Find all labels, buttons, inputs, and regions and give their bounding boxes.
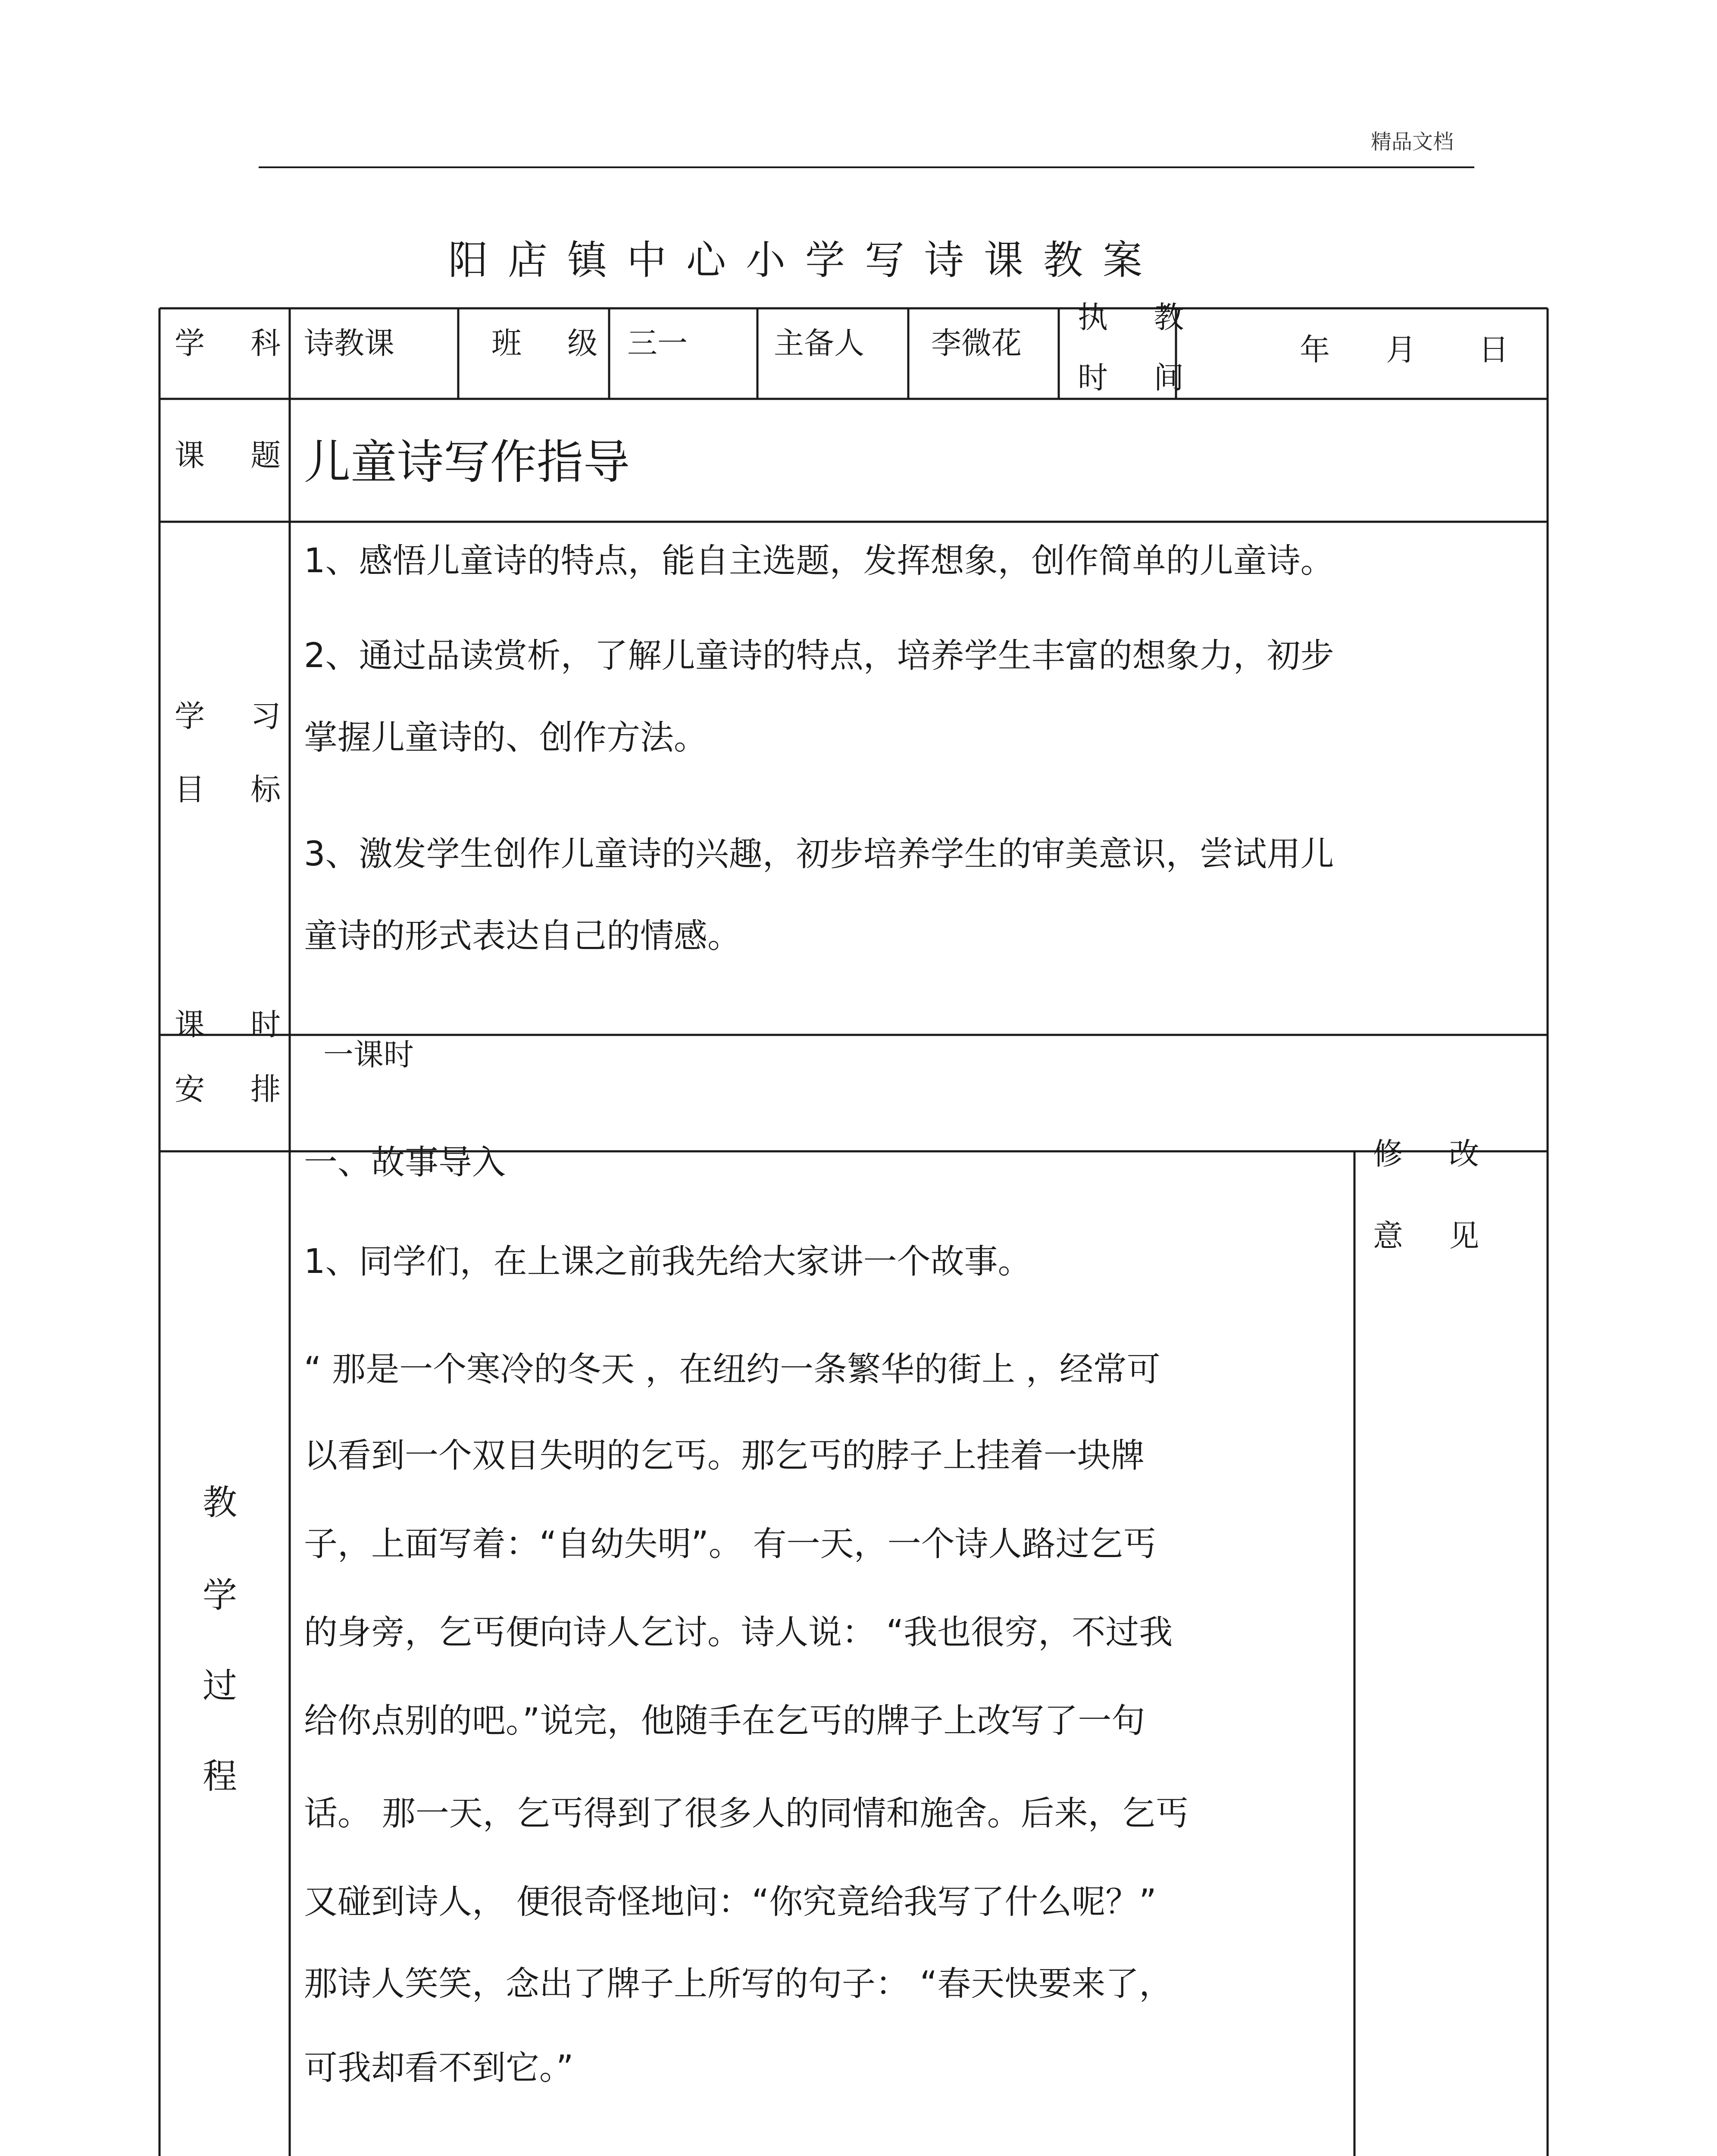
process-line: 1、同学们，在上课之前我先给大家讲一个故事。 (304, 1242, 1032, 1281)
class-label: 班 级 (491, 326, 616, 361)
revision-label-1: 修 改 (1373, 1136, 1498, 1172)
objectives-label-1: 学 习 (175, 699, 299, 734)
schedule-label-1: 课 时 (175, 1007, 299, 1042)
process-line: 子，上面写着：“自幼失明”。 有一天，一个诗人路过乞丐 (304, 1525, 1157, 1564)
preparer-value: 李微花 (931, 326, 1022, 361)
process-line: 那诗人笑笑，念出了牌子上所写的句子： “春天快要来了， (304, 1965, 1173, 2003)
process-line: 给你点别的吧。”说完，他随手在乞丐的牌子上改写了一句 (304, 1702, 1145, 1740)
page-title: 阳店镇中心小学写诗课教案 (448, 237, 1163, 283)
objectives-label-2: 目 标 (175, 772, 299, 807)
subject-value: 诗教课 (304, 326, 394, 361)
preparer-label: 主备人 (774, 326, 864, 361)
process-label-char: 学 (203, 1575, 237, 1615)
process-line: 又碰到诗人， 便很奇怪地问：“你究竟给我写了什么呢？” (304, 1883, 1157, 1921)
topic-value: 儿童诗写作指导 (304, 436, 630, 489)
objective-item: 童诗的形式表达自己的情感。 (304, 917, 741, 956)
process-label-char: 过 (203, 1666, 237, 1706)
process-line: 话。 那一天，乞丐得到了很多人的同情和施舍。后来，乞丐 (304, 1794, 1189, 1833)
process-line: “ 那是一个寒冷的冬天 ，在纽约一条繁华的街上 ，经常可 (304, 1350, 1160, 1389)
process-label-char: 教 (203, 1482, 237, 1523)
subject-label: 学 科 (175, 326, 299, 361)
process-line: 一、故事导入 (304, 1143, 506, 1182)
process-label-char: 程 (203, 1756, 237, 1796)
schedule-label-2: 安 排 (175, 1072, 299, 1107)
header-watermark: 精品文档 (1371, 130, 1454, 154)
process-line: 可我却看不到它。” (304, 2049, 574, 2087)
exec-time-label-2: 时 间 (1078, 360, 1202, 395)
objective-item: 1、感悟儿童诗的特点，能自主选题，发挥想象，创作简单的儿童诗。 (304, 542, 1334, 580)
objective-item: 2、通过品读赏析，了解儿童诗的特点，培养学生丰富的想象力，初步 (304, 636, 1334, 675)
process-line: 的身旁，乞丐便向诗人乞讨。诗人说： “我也很穷，不过我 (304, 1613, 1173, 1652)
objective-item: 3、激发学生创作儿童诗的兴趣，初步培养学生的审美意识，尝试用儿 (304, 835, 1334, 874)
topic-label: 课 题 (175, 438, 299, 473)
class-value: 三一 (627, 326, 688, 361)
objective-item: 掌握儿童诗的、创作方法。 (304, 718, 708, 757)
process-line: 以看到一个双目失明的乞丐。那乞丐的脖子上挂着一块牌 (304, 1436, 1145, 1475)
date-month: 月 (1386, 332, 1416, 367)
exec-time-label-1: 执 教 (1078, 300, 1202, 335)
date-day: 日 (1479, 332, 1509, 367)
date-year: 年 (1300, 332, 1330, 367)
revision-label-2: 意 见 (1373, 1218, 1498, 1253)
schedule-value: 一课时 (323, 1037, 414, 1072)
